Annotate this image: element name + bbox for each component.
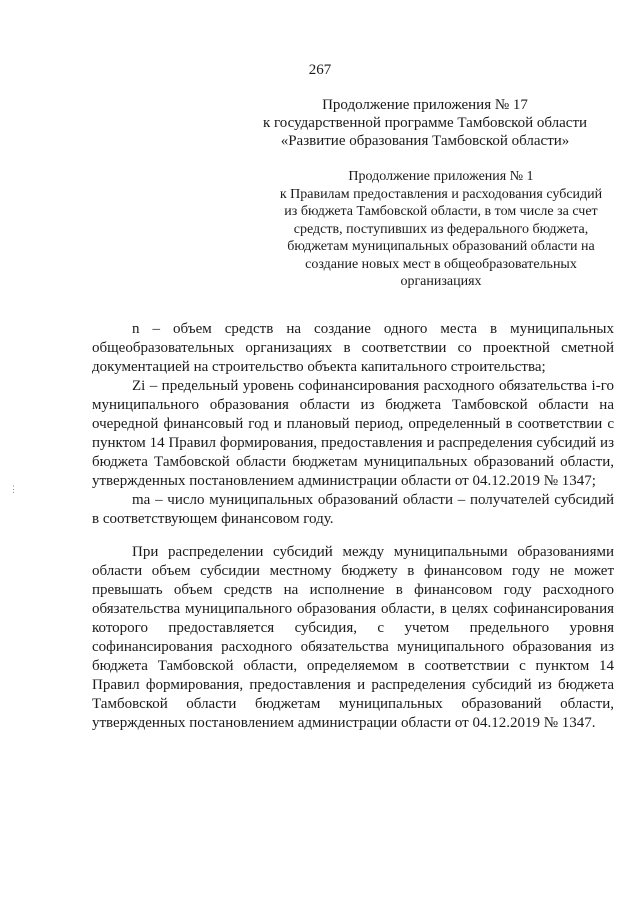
appendix-subheader-line: Продолжение приложения № 1 — [348, 169, 534, 184]
document-body — [92, 320, 614, 733]
appendix-subheader-line: к Правилам предоставления и расходования субсидий — [279, 186, 603, 202]
margin-scan-mark: ⋮ — [9, 484, 18, 494]
paragraph-n-definition: n – объем средств на создание одного места в муниципальных общеобразовательных организациях в соответствии со проектной сметной документацией на строительство объекта капитального строительства; — [92, 321, 614, 375]
appendix-subheader-line: создание новых мест в общеобразовательных — [305, 256, 577, 272]
page-number: 267 — [308, 62, 332, 78]
appendix-header-line: к государственной программе Тамбовской области — [262, 115, 588, 131]
paragraph-ma-definition: ma – число муниципальных образований области – получателей субсидий в соответствующем финансовом году. — [92, 492, 614, 527]
appendix-header-line: Продолжение приложения № 17 — [322, 97, 528, 113]
appendix-subheader-line: из бюджета Тамбовской области, в том числе за счет — [284, 204, 598, 219]
appendix-subheader-line: бюджетам муниципальных образований области на — [287, 239, 595, 254]
appendix-subheader — [278, 168, 604, 291]
appendix-header — [240, 96, 610, 150]
appendix-subheader-line: организациях — [400, 274, 482, 289]
appendix-header-line: «Развитие образования Тамбовской области» — [280, 133, 570, 149]
appendix-subheader-line: средств, поступивших из федерального бюджета, — [293, 221, 589, 237]
paragraph-distribution-rule: При распределении субсидий между муниципальными образованиями области объем субсидии местному бюджету в финансовом году не может превышать объем средств на исполнение в финансовом году расходного обязательства муниципального образования области, в целях софинансирования которого предоставляется субсидия, с учетом предельного уровня софинансирования расходного обязательства муниципального образования из бюджета Тамбовской области, определяемом в соответствии с пунктом 14 Правил формирования, предоставления и распределения субсидий из бюджета Тамбовской области бюджетам муниципальных образований области, утвержденных постановлением администрации области от 04.12.2019 № 1347. — [92, 544, 614, 731]
paragraph-zi-definition: Zi – предельный уровень софинансирования расходного обязательства i-го муниципального образования области из бюджета Тамбовской области на очередной финансовый год и плановый период, определенный в соответствии с пунктом 14 Правил формирования, предоставления и распределения субсидий из бюджета Тамбовской области бюджетам муниципальных образований области, утвержденных постановлением администрации области от 04.12.2019 № 1347; — [92, 378, 614, 489]
